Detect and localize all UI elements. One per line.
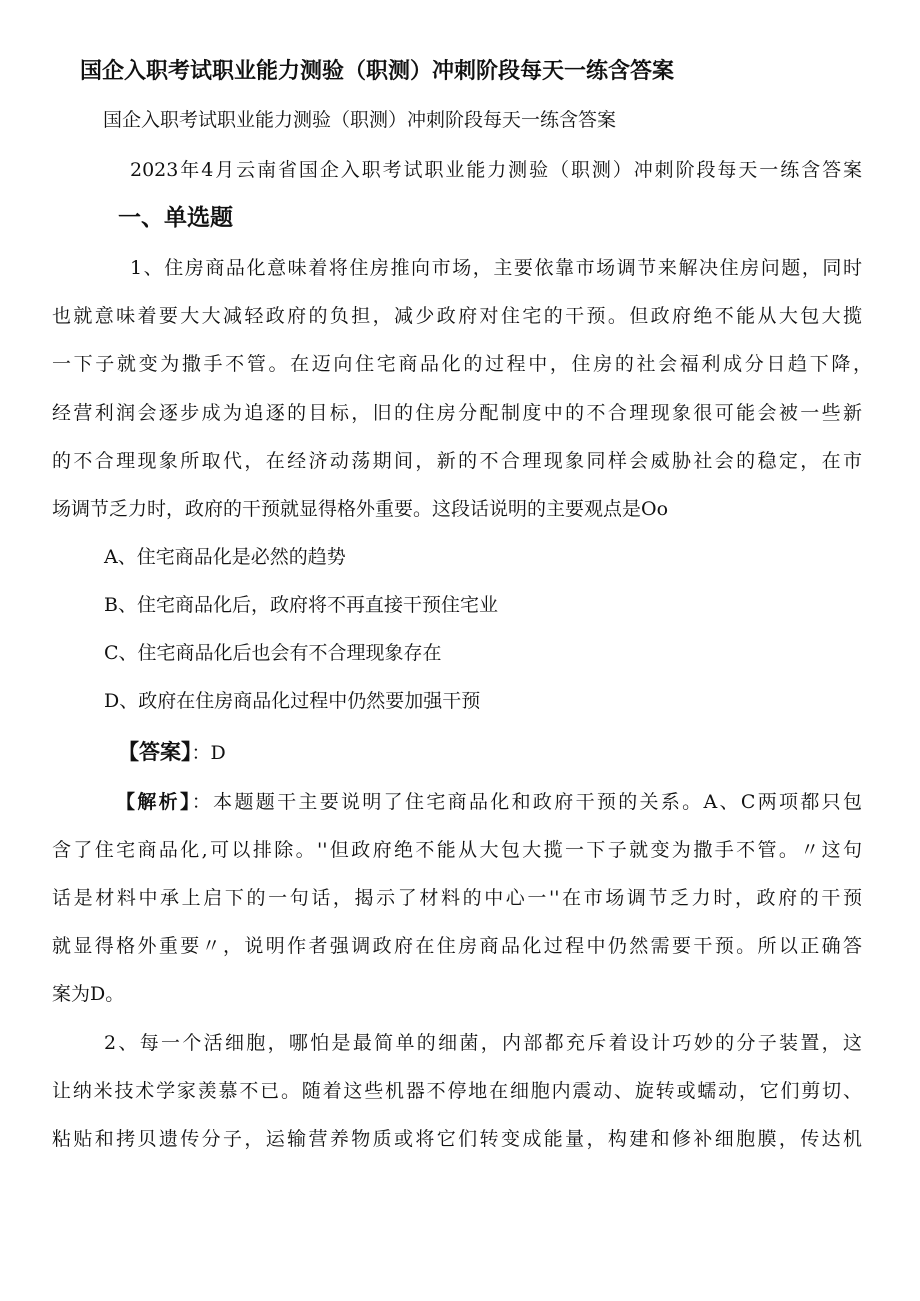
- q1-option-d: D、政府在住房商品化过程中仍然要加强干预: [104, 690, 481, 712]
- document-subtitle: 国企入职考试职业能力测验（职测）冲刺阶段每天一练含答案: [103, 109, 617, 131]
- q1-line-1: 1、住房商品化意味着将住房推向市场，主要依靠市场调节来解决住房问题，同时: [130, 257, 862, 279]
- q2-line-1: 2、每一个活细胞，哪怕是最简单的细菌，内部都充斥着设计巧妙的分子装置，这: [104, 1032, 862, 1054]
- document-title: 国企入职考试职业能力测验（职测）冲刺阶段每天一练含答案: [80, 59, 675, 84]
- q1-option-c: C、住宅商品化后也会有不合理现象存在: [104, 642, 442, 664]
- section-heading: 一、单选题: [118, 205, 233, 231]
- q1-option-b: B、住宅商品化后，政府将不再直接干预住宅业: [104, 594, 498, 616]
- q1-analysis-line-5: 案为D。: [52, 983, 125, 1005]
- q1-answer: [118, 740, 226, 765]
- answer-value: ：D: [191, 742, 226, 764]
- q1-analysis-line-2: 含了住宅商品化,可以排除。''但政府绝不能从大包大揽一下子就变为撒手不管。〃这句: [52, 839, 862, 861]
- q1-line-3: 一下子就变为撒手不管。在迈向住宅商品化的过程中，住房的社会福利成分日趋下降，: [52, 353, 872, 375]
- q1-option-a: A、住宅商品化是必然的趋势: [104, 546, 346, 568]
- answer-label: 【答案】: [118, 740, 192, 764]
- q2-line-3: 粘贴和拷贝遗传分子，运输营养物质或将它们转变成能量，构建和修补细胞膜，传达机: [52, 1128, 862, 1150]
- q2-line-2: 让纳米技术学家羡慕不已。随着这些机器不停地在细胞内震动、旋转或蠕动，它们剪切、: [52, 1080, 862, 1102]
- q1-line-5: 的不合理现象所取代，在经济动荡期间，新的不合理现象同样会威胁社会的稳定，在市: [52, 450, 862, 472]
- q1-line-4: 经营利润会逐步成为追逐的目标，旧的住房分配制度中的不合理现象很可能会被一些新: [52, 402, 862, 424]
- document-subtitle-2: 2023年4月云南省国企入职考试职业能力测验（职测）冲刺阶段每天一练含答案: [130, 159, 862, 181]
- q1-line-2: 也就意味着要大大减轻政府的负担，减少政府对住宅的干预。但政府绝不能从大包大揽: [52, 305, 862, 327]
- analysis-label: 【解析】: [116, 791, 192, 813]
- q1-line-6: 场调节乏力时，政府的干预就显得格外重要。这段话说明的主要观点是Oo: [52, 498, 669, 520]
- q1-analysis-line-4: 就显得格外重要〃，说明作者强调政府在住房商品化过程中仍然需要干预。所以正确答: [52, 935, 862, 957]
- q1-analysis-line-3: 话是材料中承上启下的一句话，揭示了材料的中心一''在市场调节乏力时，政府的干预: [52, 887, 862, 909]
- q1-analysis-line-1: [116, 790, 862, 814]
- analysis-text-1: ：本题题干主要说明了住宅商品化和政府干预的关系。A、C两项都只包: [191, 791, 862, 813]
